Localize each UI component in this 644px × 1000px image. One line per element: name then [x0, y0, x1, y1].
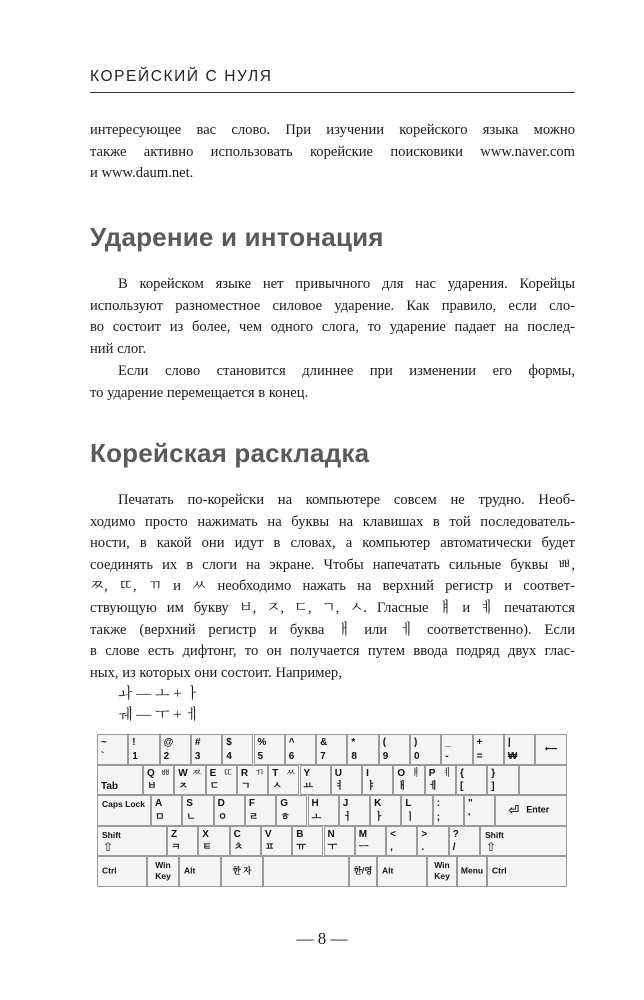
key-latin: >	[421, 828, 428, 840]
key-hangul: ㅑ	[366, 781, 376, 792]
key	[97, 734, 128, 765]
key-hangul: ㄱ	[240, 781, 251, 792]
key-hangul: ㅓ	[342, 811, 353, 823]
stress-paragraph-2	[90, 361, 575, 404]
key-hangul-shift: ㅉ	[191, 767, 202, 779]
key	[245, 795, 276, 826]
key	[128, 734, 159, 765]
key	[347, 734, 378, 765]
key-hangul: ㅌ	[202, 842, 212, 853]
key-latin: B	[296, 828, 304, 840]
key-shift-symbol: %	[257, 737, 267, 748]
key-latin: ?	[452, 828, 459, 840]
text-line: Печатать по-корейски на компьютере совсем не трудно. Необ-	[118, 492, 575, 508]
key	[300, 765, 331, 796]
hanja-key-label: 한 자	[232, 865, 252, 876]
tab-label: Tab	[101, 781, 119, 792]
key-latin: :	[436, 798, 441, 809]
key-latin: J	[342, 798, 349, 809]
key-hangul: ㅎ	[280, 811, 290, 823]
key	[370, 795, 401, 826]
key-latin: N	[327, 828, 335, 840]
key	[182, 795, 213, 826]
backspace-icon: ⟵	[544, 743, 558, 754]
key	[324, 826, 355, 857]
key-shift-symbol: +	[476, 737, 483, 748]
key-symbol: 2	[163, 750, 170, 762]
key	[379, 734, 410, 765]
key-latin: K	[374, 798, 382, 809]
key-latin: U	[334, 767, 343, 779]
key-shift-symbol: *	[351, 737, 356, 748]
left-win-key	[147, 856, 179, 887]
text-line: ных, из которых они состоит. Например,	[90, 664, 342, 681]
hanja-key	[221, 856, 263, 887]
key	[433, 795, 464, 826]
text-line: также активно использовать корейские поисковики www.naver.com	[90, 143, 575, 160]
left-alt-key-label: Alt	[184, 865, 196, 876]
text-line: то ударение перемещается в конец.	[90, 384, 309, 401]
key-hangul: ㅈ	[178, 781, 188, 792]
key-latin: M	[358, 828, 368, 840]
key-symbol: 3	[194, 750, 201, 762]
key-shift-symbol: _	[445, 737, 451, 748]
key	[331, 765, 362, 796]
right-ctrl-key-label: Ctrl	[492, 865, 507, 876]
key-symbol: 6	[288, 750, 295, 762]
key	[441, 734, 472, 765]
key	[393, 765, 424, 796]
key-latin: }	[491, 767, 496, 779]
key	[276, 795, 307, 826]
key	[473, 734, 504, 765]
intro-paragraph	[90, 120, 575, 185]
left-ctrl-key	[97, 856, 147, 887]
key	[268, 765, 299, 796]
text-line: и www.daum.net.	[90, 165, 194, 182]
key-latin: L	[405, 798, 412, 809]
key-hangul: ㅛ	[303, 781, 314, 792]
key	[230, 826, 261, 857]
key-symbol: -	[445, 750, 449, 762]
key-latin: Q	[147, 767, 155, 779]
key-hangul: ㅏ	[374, 811, 384, 823]
left-win-key-label: Win Key	[155, 860, 171, 882]
key-latin: "	[468, 798, 473, 809]
key-hangul: ㅠ	[296, 842, 306, 853]
key-latin: D	[217, 798, 225, 809]
key-latin: P	[428, 767, 436, 779]
tab-key	[97, 765, 143, 796]
key	[355, 826, 386, 857]
text-line: также (верхний регистр и буква ㅐ или ㅔ соответственно). Если	[90, 621, 575, 638]
key-latin: E	[209, 767, 217, 779]
key	[214, 795, 245, 826]
key-latin: T	[272, 767, 279, 779]
key	[151, 795, 182, 826]
key-symbol: 9	[382, 750, 389, 762]
layout-paragraph	[90, 490, 575, 684]
key-hangul: ㅕ	[334, 781, 345, 792]
diphthong-example: ㅞ — ㅜ + ㅔ	[118, 707, 200, 723]
text-line: ходимо просто нажимать на буквы на клавишах в той последователь-	[90, 513, 575, 530]
key-hangul: ㅣ	[405, 811, 416, 823]
key	[143, 765, 174, 796]
enter-label: Enter	[526, 804, 550, 815]
key	[285, 734, 316, 765]
text-line: В корейском языке нет привычного для нас ударения. Корейцы	[118, 276, 575, 292]
han-yeong-key	[349, 856, 377, 887]
text-line: ствующую им букву ㅂ, ㅈ, ㄷ, ㄱ, ㅅ. Гласные ㅒ и ㅖ печатаются	[90, 599, 575, 616]
key	[504, 734, 535, 765]
backspace-key	[535, 734, 567, 765]
key-hangul: .	[421, 842, 425, 853]
key-hangul: ㄹ	[248, 811, 259, 823]
key-hangul: ㄴ	[186, 811, 196, 823]
key-hangul-shift: ㄸ	[223, 767, 233, 779]
key-latin: W	[178, 767, 188, 779]
key-symbol: 0	[414, 750, 420, 762]
key-hangul-shift: ㄲ	[254, 767, 265, 779]
text-line: интересующее вас слово. При изучении корейского языка можно	[90, 122, 575, 138]
key	[464, 795, 495, 826]
key-latin: F	[248, 798, 255, 809]
key	[339, 795, 370, 826]
backslash-key	[519, 765, 567, 796]
key-latin: O	[397, 767, 406, 779]
right-win-key-label: Win Key	[434, 860, 450, 882]
shift-arrow-icon: ⇧	[486, 840, 497, 854]
text-line: ㅉ, ㄸ, ㄲ и ㅆ необходимо нажать на верхний регистр и соответ-	[90, 578, 575, 595]
key-shift-symbol: ~	[101, 737, 107, 748]
key-hangul-shift: ㅖ	[442, 767, 452, 779]
right-ctrl-key	[487, 856, 567, 887]
key-shift-symbol: #	[194, 737, 201, 748]
key-symbol: 1	[132, 750, 138, 762]
key-symbol: 4	[226, 750, 232, 762]
key-hangul: ㅇ	[217, 811, 228, 823]
right-shift-key	[480, 826, 567, 857]
key-latin: R	[240, 767, 249, 779]
text-line: ний слог.	[90, 340, 147, 357]
key	[237, 765, 268, 796]
key	[222, 734, 253, 765]
key-symbol: 5	[257, 750, 264, 762]
text-line: ности, в какой они идут в словах, а компьютер автоматически будет	[90, 535, 575, 552]
right-alt-key-label: Alt	[382, 865, 394, 876]
key	[261, 826, 292, 857]
key-hangul: ㅔ	[428, 781, 439, 792]
key-shift-symbol: $	[226, 737, 232, 748]
shift-label: Shift	[102, 829, 121, 840]
key-latin: C	[233, 828, 241, 840]
key-hangul: ㅜ	[327, 842, 338, 853]
header-rule	[90, 92, 575, 93]
key	[487, 765, 518, 796]
key-hangul: ;	[436, 811, 441, 823]
text-line: используют разноместное силовое ударение. Как правило, если сло-	[90, 297, 575, 314]
stress-paragraph-1	[90, 274, 575, 360]
key-shift-symbol: &	[320, 737, 328, 748]
right-alt-key	[377, 856, 427, 887]
han-yeong-key-label: 한/영	[353, 865, 373, 876]
key-symbol: `	[101, 750, 105, 762]
running-header: КОРЕЙСКИЙ С НУЛЯ	[90, 68, 273, 85]
enter-arrow-icon: ⏎	[508, 802, 520, 818]
key-shift-symbol: @	[163, 737, 174, 748]
key-hangul: ,	[390, 842, 393, 853]
key-symbol: 8	[351, 750, 357, 762]
key-symbol: 7	[320, 750, 326, 762]
key	[191, 734, 222, 765]
caps-lock-key	[97, 795, 151, 826]
key	[425, 765, 456, 796]
key-shift-symbol: !	[132, 737, 136, 748]
key	[167, 826, 198, 857]
key-hangul: /	[452, 842, 456, 853]
key-latin: A	[155, 798, 163, 809]
key	[456, 765, 487, 796]
diphthong-example: ㅘ — ㅗ + ㅏ	[118, 686, 200, 702]
key-hangul-shift: ㅆ	[285, 767, 296, 779]
key-shift-symbol: |	[507, 737, 511, 748]
key	[308, 795, 339, 826]
shift-arrow-icon: ⇧	[103, 840, 114, 854]
key-latin: Y	[303, 767, 311, 779]
left-ctrl-key-label: Ctrl	[102, 865, 117, 876]
key	[160, 734, 191, 765]
key	[198, 826, 229, 857]
key-symbol: =	[476, 750, 483, 762]
key-shift-symbol: )	[414, 737, 418, 748]
key-hangul: [	[460, 781, 464, 792]
key-latin: S	[186, 798, 193, 809]
key-latin: <	[390, 828, 396, 840]
section-heading-layout: Корейская раскладка	[90, 438, 370, 468]
key	[174, 765, 205, 796]
key-shift-symbol: (	[382, 737, 387, 748]
caps-lock-label: Caps Lock	[102, 799, 145, 809]
left-shift-key	[97, 826, 167, 857]
text-line: в слове есть дифтонг, то он получается путем ввода подряд двух глас-	[90, 643, 575, 660]
enter-key	[495, 795, 567, 826]
key-latin: {	[460, 767, 464, 779]
key-shift-symbol: ^	[288, 737, 295, 748]
key-hangul: ㅋ	[171, 842, 181, 853]
key	[410, 734, 441, 765]
key	[401, 795, 432, 826]
text-line: Если слово становится длиннее при изменении его формы,	[118, 363, 575, 379]
spacebar	[263, 856, 349, 887]
key	[316, 734, 347, 765]
korean-keyboard-layout	[97, 734, 567, 890]
key	[254, 734, 285, 765]
shift-label: Shift	[485, 829, 504, 840]
key	[206, 765, 237, 796]
key-latin: G	[280, 798, 288, 809]
text-line: соединять их в слоги на экране. Чтобы напечатать сильные буквы ㅃ,	[90, 556, 575, 573]
key-latin: Z	[171, 828, 178, 840]
menu-key-label: Menu	[460, 865, 484, 876]
right-win-key	[427, 856, 457, 887]
key-hangul: '	[468, 811, 471, 823]
key	[362, 765, 393, 796]
key	[417, 826, 448, 857]
key-hangul-shift: ㅒ	[411, 767, 421, 779]
key-hangul: ㅡ	[358, 842, 369, 853]
menu-key	[457, 856, 487, 887]
key-hangul: ]	[491, 781, 495, 792]
key-hangul: ㅁ	[155, 811, 165, 823]
key-latin: V	[264, 828, 272, 840]
left-alt-key	[179, 856, 221, 887]
key-hangul: ㅗ	[311, 811, 322, 823]
key	[386, 826, 417, 857]
key-hangul: ㄷ	[209, 781, 220, 792]
key-hangul: ㅍ	[264, 842, 275, 853]
section-heading-stress: Ударение и интонация	[90, 222, 384, 252]
key-hangul-shift: ㅃ	[160, 767, 171, 779]
key-latin: H	[311, 798, 319, 809]
key-symbol: ₩	[507, 750, 518, 762]
key-hangul: ㅂ	[147, 781, 157, 792]
key-hangul: ㅊ	[233, 842, 244, 853]
key-latin: I	[366, 767, 369, 779]
key-hangul: ㅅ	[272, 781, 282, 792]
page-number: — 8 —	[296, 929, 348, 948]
text-line: во состоит из более, чем одного слога, то ударение падает на послед-	[90, 319, 575, 336]
key-latin: X	[202, 828, 209, 840]
key	[449, 826, 480, 857]
key	[292, 826, 323, 857]
key-hangul: ㅐ	[397, 781, 408, 792]
